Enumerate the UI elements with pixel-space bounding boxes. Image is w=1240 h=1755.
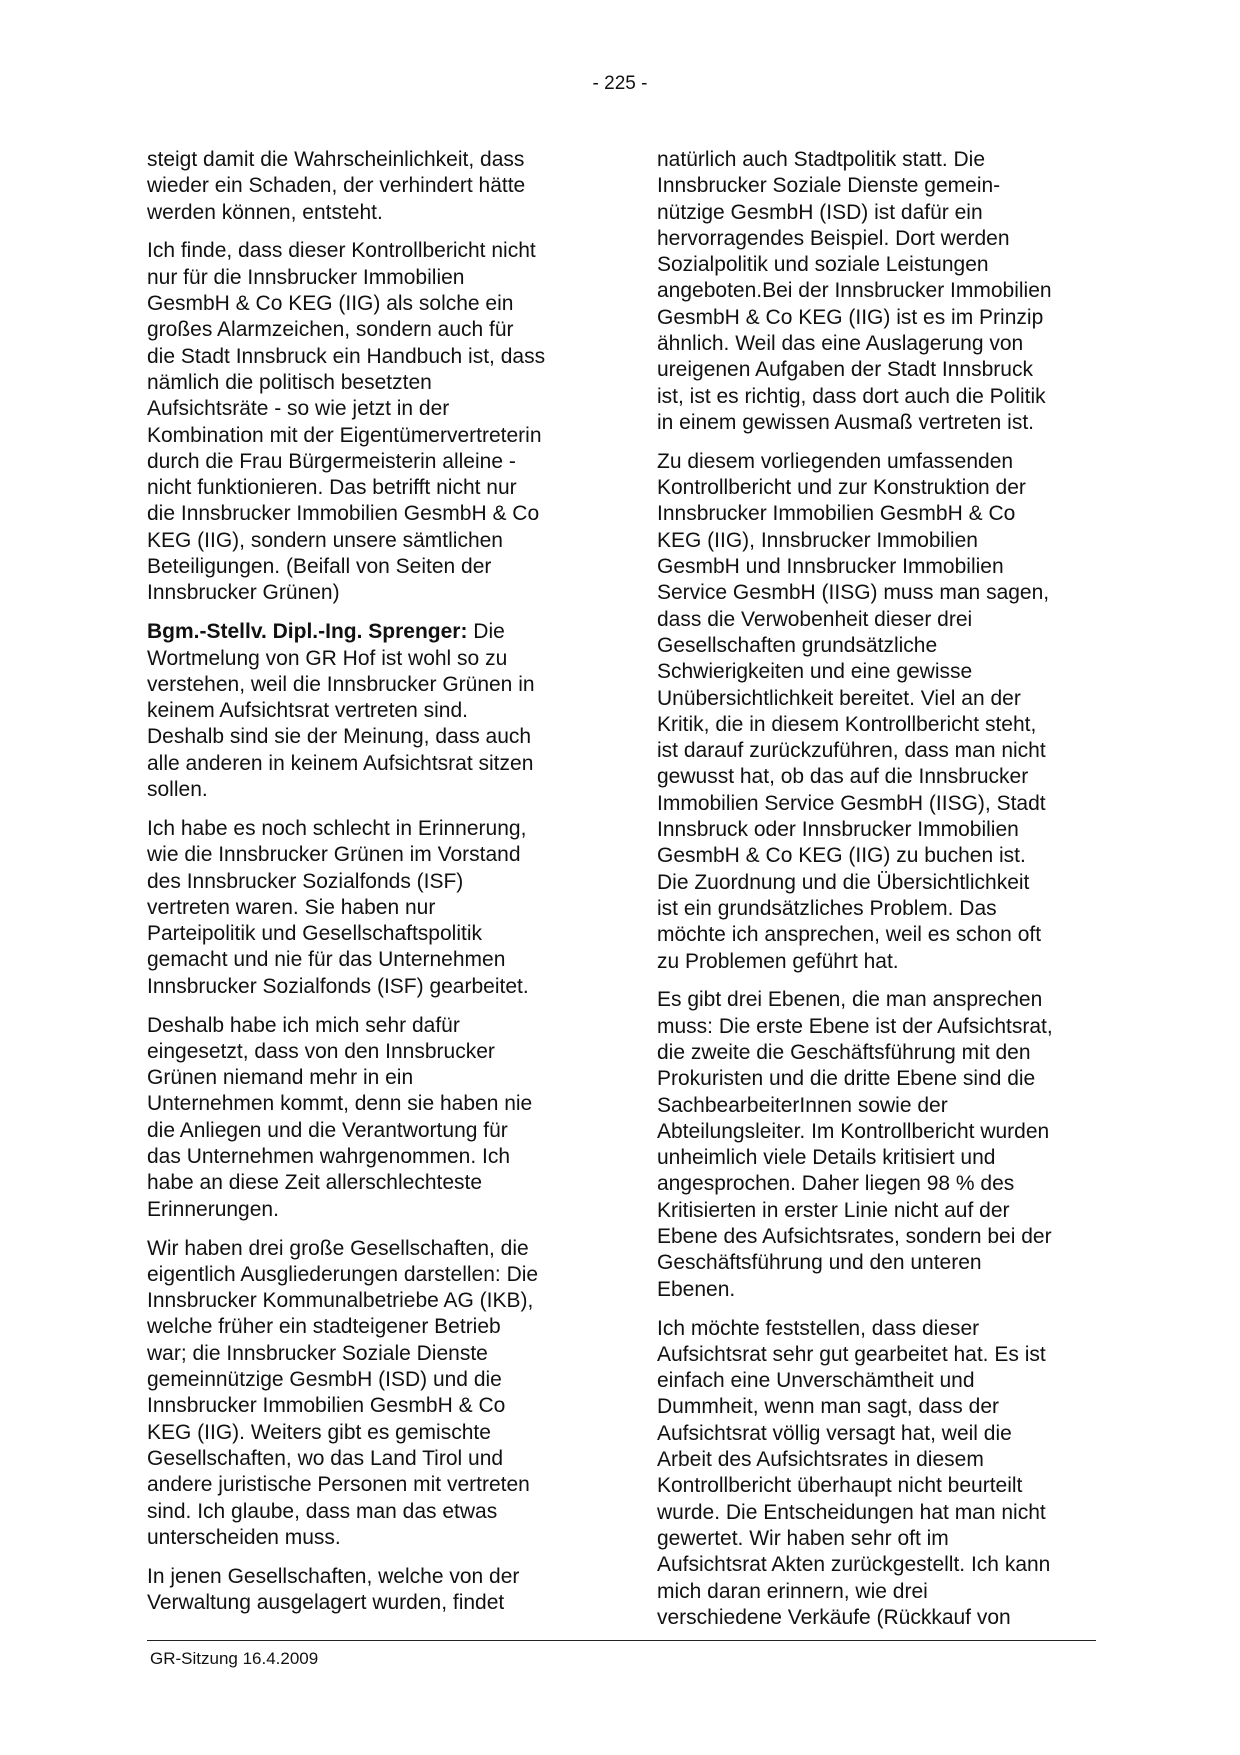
paragraph: Wir haben drei große Gesellschaften, die eigentlich Ausgliederungen darstellen: Die Innsbrucker Kommunalbetriebe AG (IKB), welche früher ein stadteigener Betrieb war; die Innsbrucker Soziale Dienste gemeinnützige GesmbH (ISD) und die Innsbrucker Immobilien GesmbH & Co KEG (IIG). Weiters gibt es gemischte Gesellschaften, wo das Land Tirol und andere juristische Personen mit vertreten sind. Ich glaube, dass man das etwas unterscheiden muss. — [147, 1236, 539, 1549]
left-column — [147, 147, 587, 1616]
speaker-text: Die Wortmelung von GR Hof ist wohl so zu verstehen, weil die Innsbrucker Grünen in keinem Aufsichtsrat vertreten sind. Deshalb sind sie der Meinung, dass auch alle anderen in keinem Aufsichtsrat sitzen sollen. — [147, 620, 535, 802]
page-number: - 225 - — [592, 73, 648, 94]
speaker-name: Bgm.-Stellv. Dipl.-Ing. Sprenger: — [147, 620, 468, 644]
paragraph: Zu diesem vorliegenden umfassenden Kontrollbericht und zur Konstruktion der Innsbrucker Immobilien GesmbH & Co KEG (IIG), Innsbrucker Immobilien GesmbH und Innsbrucker Immobilien Service GesmbH (IISG) muss man sagen, dass die Verwobenheit dieser drei Gesellschaften grundsätzliche Schwierigkeiten und eine gewisse Unübersichtlichkeit bereitet. Viel an der Kritik, die in diesem Kontrollbericht steht, ist darauf zurückzuführen, dass man nicht gewusst hat, ob das auf die Innsbrucker Immobilien Service GesmbH (IISG), Stadt Innsbruck oder Innsbrucker Immobilien GesmbH & Co KEG (IIG) zu buchen ist. Die Zuordnung und die Übersichtlichkeit ist ein grundsätzliches Problem. Das möchte ich ansprechen, weil es schon oft zu Problemen geführt hat. — [657, 449, 1050, 973]
paragraph: Ich habe es noch schlecht in Erinnerung, wie die Innsbrucker Grünen im Vorstand des Innsbrucker Sozialfonds (ISF) vertreten waren. Sie haben nur Parteipolitik und Gesellschaftspolitik gemacht und nie für das Unternehmen Innsbrucker Sozialfonds (ISF) gearbeitet. — [147, 816, 529, 998]
paragraph: natürlich auch Stadtpolitik statt. Die Innsbrucker Soziale Dienste gemein- nützige GesmbH (ISD) ist dafür ein hervorragendes Beispiel. Dort werden Sozialpolitik und soziale Leistungen angeboten.Bei der Innsbrucker Immobilien GesmbH & Co KEG (IIG) ist es im Prinzip ähnlich. Weil das eine Auslagerung von ureigenen Aufgaben der Stadt Innsbruck ist, ist es richtig, dass dort auch die Politik in einem gewissen Ausmaß vertreten ist. — [657, 148, 1052, 434]
right-column — [657, 147, 1097, 1631]
paragraph: Ich finde, dass dieser Kontrollbericht nicht nur für die Innsbrucker Immobilien GesmbH & Co KEG (IIG) als solche ein großes Alarmzeichen, sondern auch für die Stadt Innsbruck ein Handbuch ist, dass nämlich die politisch besetzten Aufsichtsräte - so wie jetzt in der Kombination mit der Eigentümervertreterin durch die Frau Bürgermeisterin alleine - nicht funktionieren. Das betrifft nicht nur die Innsbrucker Immobilien GesmbH & Co KEG (IIG), sondern unsere sämtlichen Beteiligungen. (Beifall von Seiten der Innsbrucker Grünen) — [147, 239, 546, 605]
paragraph: Ich möchte feststellen, dass dieser Aufsichtsrat sehr gut gearbeitet hat. Es ist einfach eine Unverschämtheit und Dummheit, wenn man sagt, dass der Aufsichtsrat völlig versagt hat, weil die Arbeit des Aufsichtsrates in diesem Kontrollbericht überhaupt nicht beurteilt wurde. Die Entscheidungen hat man nicht gewertet. Wir haben sehr oft im Aufsichtsrat Akten zurückgestellt. Ich kann mich daran erinnern, wie drei verschiedene Verkäufe (Rückkauf von — [657, 1316, 1051, 1629]
footer-divider — [147, 1640, 1096, 1641]
paragraph: In jenen Gesellschaften, welche von der Verwaltung ausgelagert wurden, findet — [147, 1564, 520, 1614]
paragraph: Es gibt drei Ebenen, die man ansprechen muss: Die erste Ebene ist der Aufsichtsrat, die zweite die Geschäftsführung mit den Prokuristen und die dritte Ebene sind die SachbearbeiterInnen sowie der Abteilungsleiter. Im Kontrollbericht wurden unheimlich viele Details kritisiert und angesprochen. Daher liegen 98 % des Kritisierten in erster Linie nicht auf der Ebene des Aufsichtsrates, sondern bei der Geschäftsführung und den unteren Ebenen. — [657, 988, 1053, 1301]
footer-session-label: GR-Sitzung 16.4.2009 — [150, 1649, 319, 1668]
paragraph: steigt damit die Wahrscheinlichkeit, dass wieder ein Schaden, der verhindert hätte werden können, entsteht. — [147, 148, 526, 224]
paragraph: Deshalb habe ich mich sehr dafür eingesetzt, dass von den Innsbrucker Grünen niemand mehr in ein Unternehmen kommt, denn sie haben nie die Anliegen und die Verantwortung für das Unternehmen wahrgenommen. Ich habe an diese Zeit allerschlechteste Erinnerungen. — [147, 1013, 533, 1221]
speaker-paragraph — [147, 619, 587, 803]
